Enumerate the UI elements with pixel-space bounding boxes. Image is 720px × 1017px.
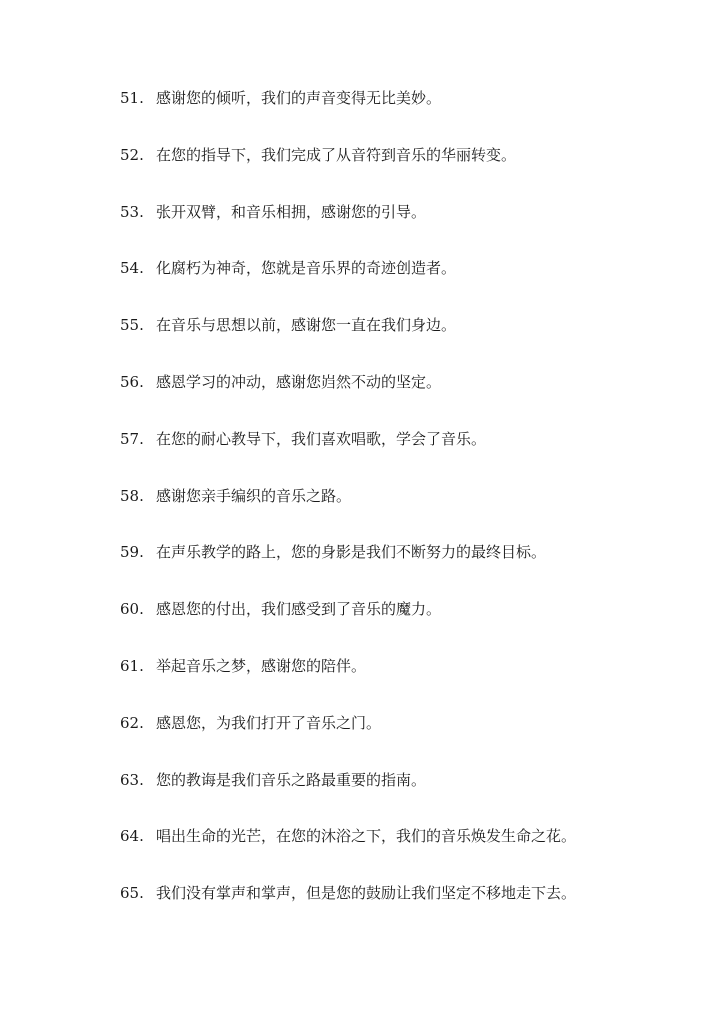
- item-number: 60.: [120, 600, 144, 619]
- list-item: [120, 370, 700, 427]
- list-item: [120, 881, 700, 938]
- item-number: 56.: [120, 372, 144, 391]
- item-text: 在您的指导下，我们完成了从音符到音乐的华丽转变。: [156, 145, 517, 164]
- item-text: 感恩您，为我们打开了音乐之门。: [156, 713, 382, 732]
- list-item: [120, 256, 700, 313]
- item-number: 59.: [120, 543, 144, 562]
- item-text: 化腐朽为神奇，您就是音乐界的奇迹创造者。: [156, 259, 457, 278]
- item-text: 在声乐教学的路上，您的身影是我们不断努力的最终目标。: [156, 543, 547, 562]
- list-item: [120, 540, 700, 597]
- item-number: 58.: [120, 486, 144, 505]
- item-number: 61.: [120, 656, 144, 675]
- list-item: [120, 484, 700, 541]
- item-text: 举起音乐之梦，感谢您的陪伴。: [156, 656, 367, 675]
- item-number: 52.: [120, 145, 144, 164]
- list-item: [120, 143, 700, 200]
- item-number: 57.: [120, 429, 144, 448]
- list-item: [120, 313, 700, 370]
- item-number: 53.: [120, 202, 144, 221]
- item-number: 55.: [120, 316, 144, 335]
- numbered-list: [120, 86, 700, 938]
- item-number: 63.: [120, 770, 144, 789]
- list-item: [120, 86, 700, 143]
- item-number: 62.: [120, 713, 144, 732]
- item-text: 我们没有掌声和掌声，但是您的鼓励让我们坚定不移地走下去。: [156, 884, 577, 903]
- list-item: [120, 711, 700, 768]
- list-item: [120, 824, 700, 881]
- item-number: 51.: [120, 89, 144, 107]
- item-text: 您的教诲是我们音乐之路最重要的指南。: [156, 770, 427, 789]
- item-number: 65.: [120, 884, 144, 903]
- item-text: 感谢您的倾听，我们的声音变得无比美妙。: [156, 89, 442, 107]
- list-item: [120, 597, 700, 654]
- item-text: 感谢您亲手编织的音乐之路。: [156, 486, 352, 505]
- item-text: 唱出生命的光芒，在您的沐浴之下，我们的音乐焕发生命之花。: [156, 827, 577, 846]
- item-text: 在您的耐心教导下，我们喜欢唱歌，学会了音乐。: [156, 429, 487, 448]
- list-item: [120, 768, 700, 825]
- item-text: 张开双臂，和音乐相拥，感谢您的引导。: [156, 202, 427, 221]
- item-number: 64.: [120, 827, 144, 846]
- list-item: [120, 654, 700, 711]
- item-text: 感恩您的付出，我们感受到了音乐的魔力。: [156, 600, 442, 619]
- item-text: 在音乐与思想以前，感谢您一直在我们身边。: [156, 316, 457, 335]
- item-number: 54.: [120, 259, 144, 278]
- list-item: [120, 200, 700, 257]
- list-item: [120, 427, 700, 484]
- item-text: 感恩学习的冲动，感谢您岿然不动的坚定。: [156, 372, 442, 391]
